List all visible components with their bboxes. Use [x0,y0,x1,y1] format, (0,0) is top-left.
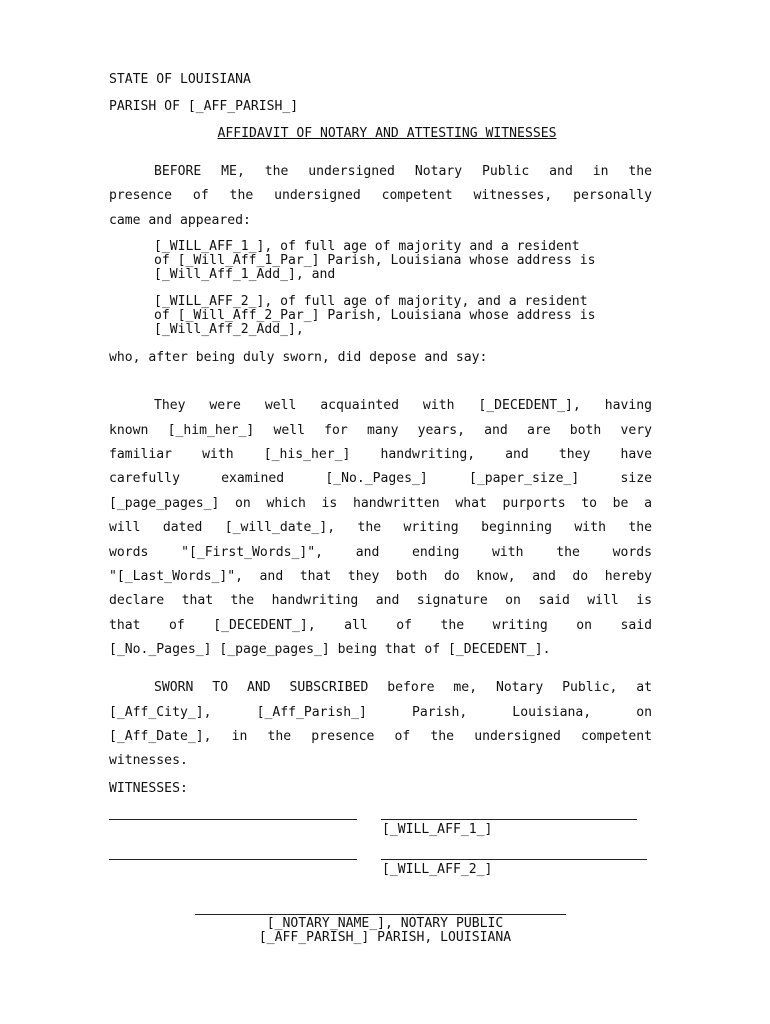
body-line-10: that of [_DECEDENT_], all of the writing on said [109,618,652,633]
witnesses-label: WITNESSES: [109,781,188,796]
body-line-11: [_No._Pages_] [_page_pages_] being that of [_DECEDENT_]. [109,642,551,657]
affiant-1-signature-line [381,819,637,820]
intro-line-1: BEFORE ME, the undersigned Notary Public and in the [154,164,652,179]
body-line-5: [_page_pages_] on which is handwritten what purports to be a [109,496,652,511]
sworn-line-3: [_Aff_Date_], in the presence of the undersigned competent [109,729,652,744]
sworn-line-4: witnesses. [109,753,188,768]
intro-line-3: came and appeared: [109,213,251,228]
notary-parish: [_AFF_PARISH_] PARISH, LOUISIANA [258,930,512,945]
document-title: AFFIDAVIT OF NOTARY AND ATTESTING WITNESSES [217,126,557,141]
witness-1-signature-line [109,819,357,820]
body-line-1: They were well acquainted with [_DECEDENT_], having [154,398,652,413]
body-line-9: declare that the handwriting and signature on said will is [109,593,652,608]
sworn-line-2: [_Aff_City_], [_Aff_Parish_] Parish, Louisiana, on [109,705,652,720]
state-heading: STATE OF LOUISIANA [109,72,251,87]
affiant2-line-3: [_Will_Aff_2_Add_], [154,322,304,337]
body-line-8: "[_Last_Words_]", and that they both do know, and do hereby [109,569,652,584]
depose-line: who, after being duly sworn, did depose and say: [109,350,488,365]
body-line-4: carefully examined [_No._Pages_] [_paper_size_] size [109,471,652,486]
affiant1-line-1: [_WILL_AFF_1_], of full age of majority and a resident [154,239,580,254]
affiant2-line-2: of [_Will_Aff_2_Par_] Parish, Louisiana whose address is [154,308,596,323]
notary-name: [_NOTARY_NAME_], NOTARY PUBLIC [266,916,504,931]
body-line-6: will dated [_will_date_], the writing beginning with the [109,520,652,535]
notary-signature-line [195,914,566,915]
affiant1-line-2: of [_Will_Aff_1_Par_] Parish, Louisiana whose address is [154,253,596,268]
parish-heading: PARISH OF [_AFF_PARISH_] [109,99,299,114]
affiant1-line-3: [_Will_Aff_1_Add_], and [154,267,336,282]
affiant-2-name: [_WILL_AFF_2_] [382,862,493,877]
affiant-1-name: [_WILL_AFF_1_] [382,822,493,837]
body-line-7: words "[_First_Words_]", and ending with the words [109,545,652,560]
affiant-2-signature-line [381,859,647,860]
witness-2-signature-line [109,859,357,860]
sworn-line-1: SWORN TO AND SUBSCRIBED before me, Notary Public, at [154,680,652,695]
affiant2-line-1: [_WILL_AFF_2_], of full age of majority, and a resident [154,294,588,309]
intro-line-2: presence of the undersigned competent witnesses, personally [109,188,652,203]
body-line-2: known [_him_her_] well for many years, and are both very [109,423,652,438]
body-line-3: familiar with [_his_her_] handwriting, and they have [109,447,652,462]
